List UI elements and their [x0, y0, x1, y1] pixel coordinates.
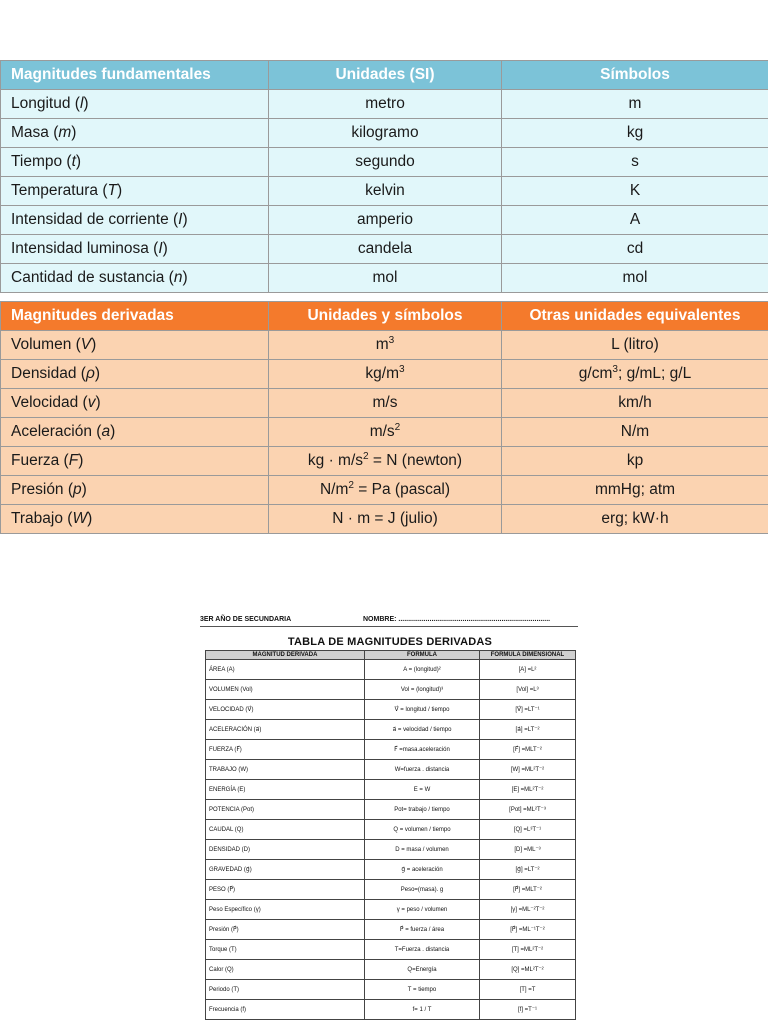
fundamental-magnitudes-table [0, 60, 768, 293]
magnitude-cell: PESO (P⃗) [206, 880, 365, 900]
formula-cell: W=fuerza . distancia [365, 760, 480, 780]
table-row [1, 505, 768, 534]
equivalent-units-cell: N/m [502, 418, 768, 447]
name-label: NOMBRE: .............................................................................. [363, 616, 551, 623]
unit-cell: metro [269, 90, 502, 119]
magnitude-cell: ÁREA (A) [206, 660, 365, 680]
formula-cell: Q = volumen / tiempo [365, 820, 480, 840]
equivalent-units-cell: mmHg; atm [502, 476, 768, 505]
derived-magnitudes-table [0, 301, 768, 534]
magnitude-cell: Cantidad de sustancia (n) [1, 264, 269, 293]
dimensional-formula-cell: [A] =L² [480, 660, 576, 680]
variable-symbol: ρ [85, 365, 95, 382]
worksheet [200, 610, 580, 1024]
equivalent-units-cell: $g/cm^3$; g/mL; g/L [502, 360, 768, 389]
worksheet-table [205, 650, 576, 1020]
symbol-cell: cd [502, 235, 768, 264]
magnitude-cell: Fuerza (F) [1, 447, 269, 476]
unit-cell: kelvin [269, 177, 502, 206]
variable-symbol: W [72, 510, 88, 527]
table-row [1, 264, 768, 293]
dimensional-formula-cell: [Pot] =ML²T⁻³ [480, 800, 576, 820]
magnitude-cell: Velocidad (v) [1, 389, 269, 418]
magnitude-cell: GRAVEDAD (g⃗) [206, 860, 365, 880]
variable-symbol: n [173, 269, 183, 286]
table-row [206, 980, 576, 1000]
magnitude-cell: CAUDAL (Q) [206, 820, 365, 840]
formula-cell: Vol = (longitud)³ [365, 680, 480, 700]
symbol-cell: m [502, 90, 768, 119]
table-row [1, 476, 768, 505]
formula-cell: a⃗ = velocidad / tiempo [365, 720, 480, 740]
table-header-row [1, 302, 768, 331]
table-row [206, 740, 576, 760]
symbol-cell: K [502, 177, 768, 206]
magnitude-cell: Trabajo (W) [1, 505, 269, 534]
formula-cell: γ = peso / volumen [365, 900, 480, 920]
magnitude-cell: ACELERACIÓN (a⃗) [206, 720, 365, 740]
grade-label: 3ER AÑO DE SECUNDARIA [200, 616, 292, 623]
equivalent-units-cell: km/h [502, 389, 768, 418]
table-row [206, 780, 576, 800]
dimensional-formula-cell: [F⃗] =MLT⁻² [480, 740, 576, 760]
variable-symbol: T [107, 182, 117, 199]
magnitude-cell: POTENCIA (Pot) [206, 800, 365, 820]
unit-cell: amperio [269, 206, 502, 235]
worksheet-header [200, 616, 578, 627]
variable-symbol: l [79, 95, 84, 112]
header-cell: Unidades (SI) [269, 61, 502, 90]
magnitude-cell: Temperatura (T) [1, 177, 269, 206]
table-row [1, 331, 768, 360]
table-row [1, 148, 768, 177]
symbol-cell: A [502, 206, 768, 235]
table-row [1, 360, 768, 389]
table-row [1, 447, 768, 476]
unit-cell: N · m = J (julio) [269, 505, 502, 534]
unit-cell: kilogramo [269, 119, 502, 148]
magnitude-cell: Densidad (ρ) [1, 360, 269, 389]
formula-cell: V⃗ = longitud / tiempo [365, 700, 480, 720]
header-cell: Otras unidades equivalentes [502, 302, 768, 331]
unit-cell: candela [269, 235, 502, 264]
header-cell: Símbolos [502, 61, 768, 90]
formula-cell: Pot= trabajo / tiempo [365, 800, 480, 820]
table-row [206, 800, 576, 820]
formula-cell: Q=Energía [365, 960, 480, 980]
dimensional-formula-cell: [f] =T⁻¹ [480, 1000, 576, 1020]
dimensional-formula-cell: [E] =ML²T⁻² [480, 780, 576, 800]
table-row [1, 389, 768, 418]
unit-cell: kg · $m/s^2 = N$ (newton) [269, 447, 502, 476]
magnitude-cell: FUERZA (F⃗) [206, 740, 365, 760]
unit-cell: $m^3$ [269, 331, 502, 360]
formula-cell: F⃗ =masa.aceleración [365, 740, 480, 760]
dimensional-formula-cell: [Q] =ML²T⁻² [480, 960, 576, 980]
unit-cell: $N/m^2 = Pa$ (pascal) [269, 476, 502, 505]
table-row [1, 418, 768, 447]
header-cell: Unidades y símbolos [269, 302, 502, 331]
magnitude-cell: Torque (T) [206, 940, 365, 960]
magnitude-cell: Presión (p) [1, 476, 269, 505]
equivalent-units-cell: erg; kW·h [502, 505, 768, 534]
formula-cell: T=Fuerza . distancia [365, 940, 480, 960]
magnitude-cell: Longitud (l) [1, 90, 269, 119]
table-row [206, 840, 576, 860]
table-row [206, 920, 576, 940]
dimensional-formula-cell: [T] =ML²T⁻² [480, 940, 576, 960]
table-row [206, 660, 576, 680]
magnitude-cell: VELOCIDAD (V⃗) [206, 700, 365, 720]
magnitude-cell: Aceleración (a) [1, 418, 269, 447]
table-row [206, 860, 576, 880]
table-row [206, 700, 576, 720]
formula-cell: T = tiempo [365, 980, 480, 1000]
variable-symbol: m [58, 124, 72, 141]
table-row [206, 940, 576, 960]
magnitude-cell: TRABAJO (W) [206, 760, 365, 780]
dimensional-formula-cell: [γ] =ML⁻²T⁻² [480, 900, 576, 920]
symbol-cell: mol [502, 264, 768, 293]
magnitude-cell: Calor (Q) [206, 960, 365, 980]
table-row [206, 1000, 576, 1020]
magnitude-cell: Intensidad de corriente (I) [1, 206, 269, 235]
dimensional-formula-cell: [Q] =L³T⁻¹ [480, 820, 576, 840]
equivalent-units-cell: kp [502, 447, 768, 476]
dimensional-formula-cell: [T] =T [480, 980, 576, 1000]
table-header-row [206, 651, 576, 660]
variable-symbol: F [68, 452, 79, 469]
formula-cell: g⃗ = aceleración [365, 860, 480, 880]
variable-symbol: v [87, 394, 96, 411]
magnitude-cell: Masa (m) [1, 119, 269, 148]
header-cell: Magnitudes fundamentales [1, 61, 269, 90]
dimensional-formula-cell: [g⃗] =LT⁻² [480, 860, 576, 880]
magnitude-cell: Periodo (T) [206, 980, 365, 1000]
equivalent-units-cell: L (litro) [502, 331, 768, 360]
dimensional-formula-cell: [P⃗] =MLT⁻² [480, 880, 576, 900]
unit-cell: $kg/m^3$ [269, 360, 502, 389]
magnitude-cell: Tiempo (t) [1, 148, 269, 177]
table-row [206, 960, 576, 980]
magnitude-cell: Presión (P⃗) [206, 920, 365, 940]
table-row [206, 720, 576, 740]
formula-cell: E = W [365, 780, 480, 800]
table-row [1, 206, 768, 235]
table-row [1, 90, 768, 119]
unit-cell: segundo [269, 148, 502, 177]
magnitude-cell: Frecuencia (f) [206, 1000, 365, 1020]
header-cell: FORMULA DIMENSIONAL [480, 651, 576, 660]
variable-symbol: V [80, 336, 92, 353]
magnitude-cell: Intensidad luminosa (I) [1, 235, 269, 264]
table-header-row [1, 61, 768, 90]
table-row [206, 760, 576, 780]
dimensional-formula-cell: [D] =ML⁻³ [480, 840, 576, 860]
magnitude-cell: DENSIDAD (D) [206, 840, 365, 860]
dimensional-formula-cell: [P⃗] =ML⁻¹T⁻² [480, 920, 576, 940]
table-row [206, 900, 576, 920]
magnitude-cell: ENERGÍA (E) [206, 780, 365, 800]
table-row [1, 235, 768, 264]
variable-symbol: t [71, 153, 76, 170]
magnitude-cell: Peso Específico (γ) [206, 900, 365, 920]
table-row [206, 880, 576, 900]
unit-cell: mol [269, 264, 502, 293]
formula-cell: P⃗ = fuerza / área [365, 920, 480, 940]
dimensional-formula-cell: [Vol] =L³ [480, 680, 576, 700]
header-cell: MAGNITUD DERIVADA [206, 651, 365, 660]
formula-cell: Peso=(masa). g [365, 880, 480, 900]
unit-cell: m/s [269, 389, 502, 418]
symbol-cell: s [502, 148, 768, 177]
table-row [1, 119, 768, 148]
unit-cell: $m/s^2$ [269, 418, 502, 447]
table-row [206, 820, 576, 840]
formula-cell: A = (longitud)² [365, 660, 480, 680]
table-row [206, 680, 576, 700]
header-cell: Magnitudes derivadas [1, 302, 269, 331]
variable-symbol: a [101, 423, 111, 440]
formula-cell: D = masa / volumen [365, 840, 480, 860]
dimensional-formula-cell: [W] =ML²T⁻² [480, 760, 576, 780]
magnitude-cell: Volumen (V) [1, 331, 269, 360]
variable-symbol: I [158, 240, 163, 257]
magnitude-cell: VOLUMEN (Vol) [206, 680, 365, 700]
variable-symbol: I [178, 211, 183, 228]
table-row [1, 177, 768, 206]
formula-cell: f= 1 / T [365, 1000, 480, 1020]
dimensional-formula-cell: [a⃗] =LT⁻² [480, 720, 576, 740]
symbol-cell: kg [502, 119, 768, 148]
header-cell: FORMULA [365, 651, 480, 660]
dimensional-formula-cell: [V⃗] =LT⁻¹ [480, 700, 576, 720]
variable-symbol: p [73, 481, 82, 498]
worksheet-title: TABLA DE MAGNITUDES DERIVADAS [287, 636, 493, 648]
